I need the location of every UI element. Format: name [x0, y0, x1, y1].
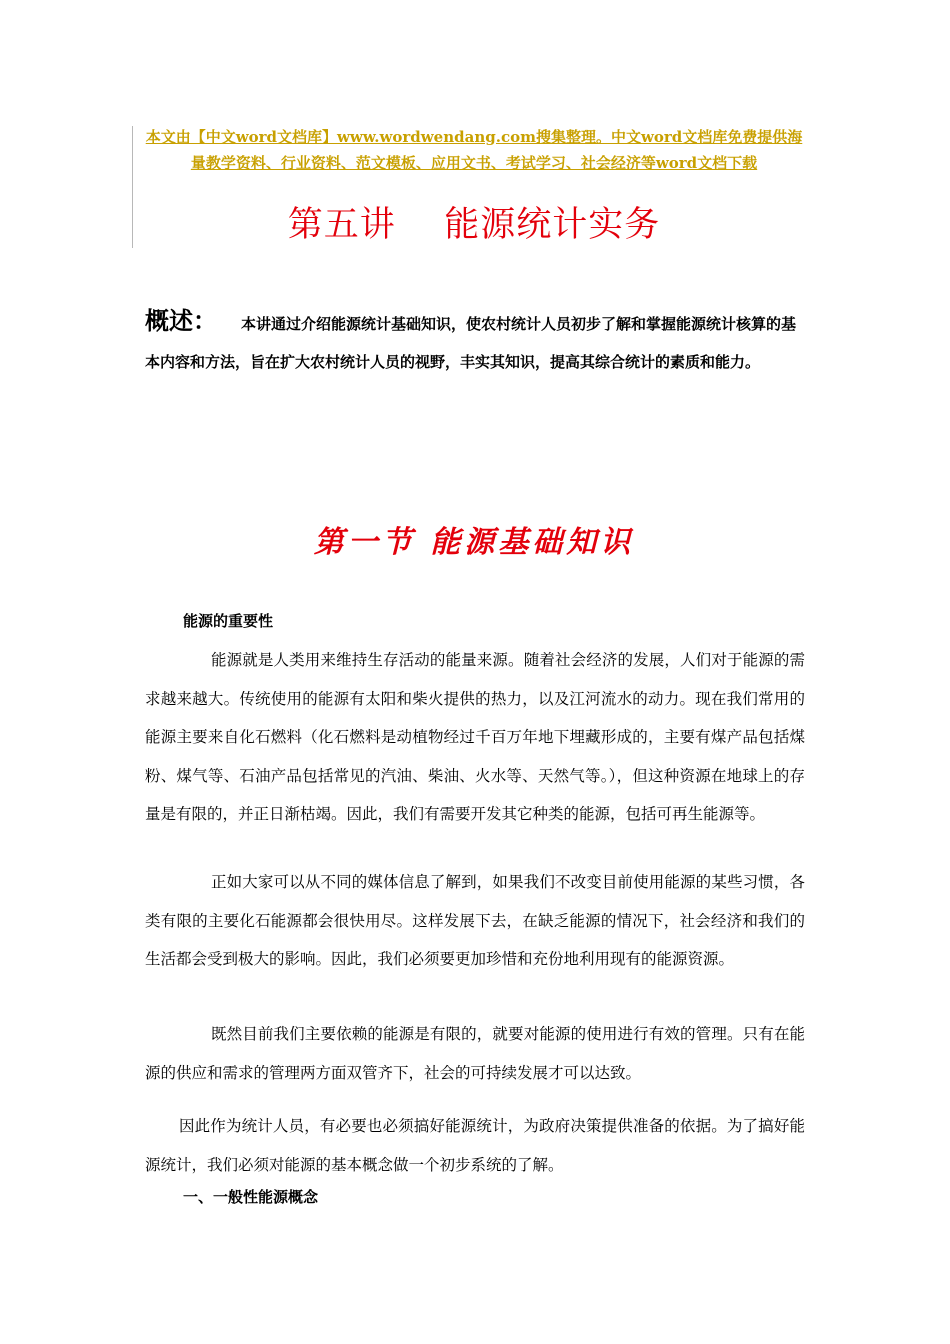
paragraph-4: 因此作为统计人员，有必要也必须搞好能源统计，为政府决策提供准备的依据。为了搞好能源统计，我们必须对能源的基本概念做一个初步系统的了解。 [145, 1117, 805, 1174]
margin-line [132, 126, 133, 248]
paragraph-1: 能源就是人类用来维持生存活动的能量来源。随着社会经济的发展，人们对于能源的需求越来越大。传统使用的能源有太阳和柴火提供的热力，以及江河流水的动力。现在我们常用的能源主要来自化石燃料（化石燃料是动植物经过千百万年地下埋藏形成的，主要有煤产品包括煤粉、煤气等、石油产品包括常见的汽油、柴油、火水等、天然气等。），但这种资源在地球上的存量是有限的，并正日渐枯竭。因此，我们有需要开发其它种类的能源，包括可再生能源等。 [145, 651, 805, 823]
section-title: 第一节 能源基础知识 [313, 525, 635, 560]
lecture-title: 第五讲 能源统计实务 [287, 205, 661, 245]
paragraph-3: 既然目前我们主要依赖的能源是有限的，就要对能源的使用进行有效的管理。只有在能源的供应和需求的管理两方面双管齐下，社会的可持续发展才可以达致。 [145, 1025, 805, 1082]
paragraph-2: 正如大家可以从不同的媒体信息了解到，如果我们不改变目前使用能源的某些习惯，各类有限的主要化石能源都会很快用尽。这样发展下去，在缺乏能源的情况下，社会经济和我们的生活都会受到极大的影响。因此，我们必须要更加珍惜和充份地利用现有的能源资源。 [145, 873, 805, 968]
subheading-importance: 能源的重要性 [183, 612, 274, 630]
overview-paragraph [145, 302, 805, 381]
overview-text: 本讲通过介绍能源统计基础知识，使农村统计人员初步了解和掌握能源统计核算的基本内容和方法，旨在扩大农村统计人员的视野，丰实其知识，提高其综合统计的素质和能力。 [145, 315, 797, 371]
subheading-general-concept: 一、一般性能源概念 [183, 1188, 319, 1206]
source-notice-link[interactable]: 本文由【中文word文档库】www.wordwendang.com搜集整理。中文word文档库免费提供海量教学资料、行业资料、范文模板、应用文书、考试学习、社会经济等word文档下载 [145, 128, 803, 172]
overview-lead: 概述： [145, 307, 217, 335]
